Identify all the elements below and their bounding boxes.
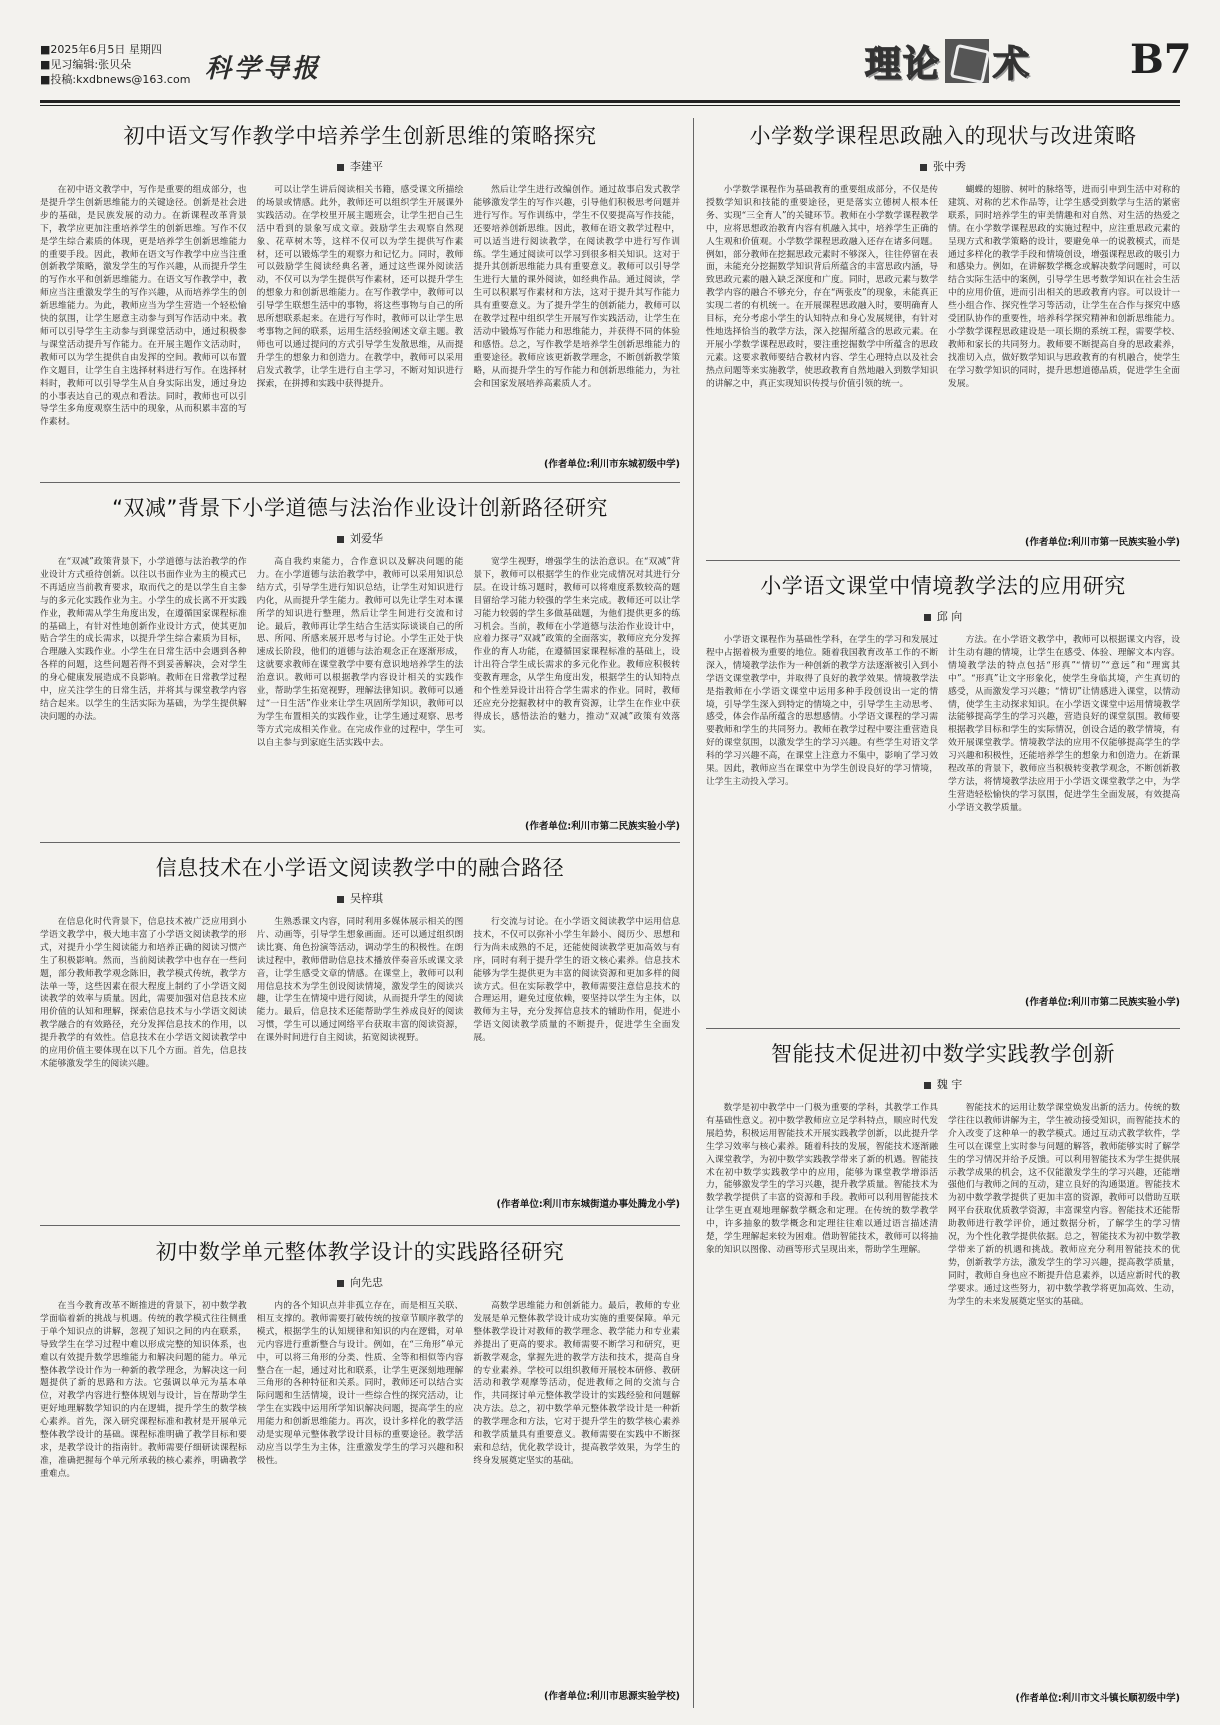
article-column: 数学是初中教学中一门极为重要的学科，其教学工作具有基础性意义。初中数学教师应立足学科特点，顺应时代发展趋势，积极运用智能技术开展实践教学创新，以此提升学生学习效率与核心素养。随着科技的发展，智能技术逐渐融入课堂教学，为初中数学实践教学带来了新的机遇。智能技术在初中数学实践教学中的应用，能够为课堂教学增添活力，能够激发学生的学习兴趣，提升教学质量。智能技术为数学教学提供了丰富的资源和手段。教师可以利用智能技术让学生更直观地理解数学概念和定理。在传统的数学教学中，许多抽象的数学概念和定理往往难以通过语言描述清楚，学生理解起来较为困难。借助智能技术，教师可以将抽象的知识以图像、动画等形式呈现出来，帮助学生理解。: [706, 1103, 938, 1255]
article-affiliation: (作者单位:利川市东城街道办事处腾龙小学): [496, 1199, 680, 1210]
page-number: B7: [1130, 36, 1192, 83]
header-rule-thin: [40, 105, 1180, 106]
article-title: 小学语文课堂中情境教学法的应用研究: [760, 574, 1126, 598]
article-column: 行交流与讨论。在小学语文阅读教学中运用信息技术，不仅可以弥补小学生年龄小、阅历少、思想和行为尚未成熟的不足，还能使阅读教学更加高效与有序，同时有利于提升学生的语文核心素养。信息技术能够为学生提供更为丰富的阅读资源和更加多样的阅读方式。但在实际教学中，教师需要注意信息技术的合理运用，避免过度依赖，要坚持以学生为主体，以教师为主导，充分发挥信息技术的辅助作用，促进小学语文阅读教学质量的不断提升，促进学生全面发展。: [473, 917, 681, 1044]
byline-square-icon: [337, 896, 344, 903]
article-column: 内的各个知识点并非孤立存在，而是相互关联、相互支撑的。教师需要打破传统的按章节顺序教学的模式，根据学生的认知规律和知识的内在逻辑，对单元内容进行重新整合与设计。例如，在“三角形”单元中，可以将三角形的分类、性质、全等和相似等内容整合在一起，通过对比和联系，让学生更深刻地理解三角形的各种特征和关系。同时，教师还可以结合实际问题和生活情境，设计一些综合性的探究活动，让学生在实践中运用所学知识解决问题，提高学生的应用能力和创新思维能力。再次，设计多样化的教学活动是实现单元整体教学设计目标的重要途径。教学活动应当以学生为主体，注重激发学生的学习兴趣和积极性。: [256, 1301, 464, 1466]
article-author: 李建平: [350, 160, 383, 173]
article-math-ideology: [706, 120, 1180, 550]
article-byline: [706, 608, 1180, 624]
page-header: [0, 0, 1220, 122]
article-column: 生熟悉课文内容，同时利用多媒体展示相关的图片、动画等，引导学生想象画面。还可以通过组织朗读比赛、角色扮演等活动，调动学生的积极性。在朗读过程中，教师借助信息技术播放伴奏音乐或课文录音，让学生感受文章的情感。在课堂上，教师可以利用信息技术为学生创设阅读情境，激发学生的阅读兴趣，让学生在情境中进行阅读，从而提升学生的阅读能力。最后，信息技术还能帮助学生养成良好的阅读习惯，学生可以通过网络平台获取丰富的阅读资源，在课外时间进行自主阅读，拓宽阅读视野。: [256, 917, 464, 1044]
article-affiliation: (作者单位:利川市文斗镇长顺初级中学): [1015, 1693, 1180, 1704]
article-column: 智能技术的运用让数学课堂焕发出新的活力。传统的数学往往以教师讲解为主，学生被动接受知识，而智能技术的介入改变了这种单一的教学模式。通过互动式教学软件，学生可以在课堂上实时参与问题的解答，教师能够实时了解学生的学习情况并给予反馈。可以利用智能技术为学生提供展示教学成果的机会，这不仅能激发学生的学习兴趣，还能增强他们与教师之间的互动，建立良好的沟通渠道。智能技术为初中数学教学提供了更加丰富的资源，教师可以借助互联网平台获取优质教学资源，丰富课堂内容。智能技术还能帮助教师进行教学评价，通过数据分析，了解学生的学习情况，为个性化教学提供依据。总之，智能技术为初中数学教学带来了新的机遇和挑战。教师应充分利用智能技术的优势，创新教学方法，激发学生的学习兴趣，提高教学质量，同时，教师自身也应不断提升信息素养，以适应新时代的教学要求。通过这些努力，初中数学教学将更加高效、生动，为学生的未来发展奠定坚实的基础。: [948, 1103, 1180, 1307]
article-situational-teaching: [706, 570, 1180, 1010]
article-body: [706, 1102, 1180, 1688]
article-title: 初中数学单元整体教学设计的实践路径研究: [155, 1240, 565, 1264]
article-byline: [40, 1274, 680, 1290]
byline-square-icon: [924, 614, 931, 621]
article-body: [706, 634, 1180, 994]
article-column: 宽学生视野，增强学生的法治意识。在“双减”背景下，教师可以根据学生的作业完成情况对其进行分层。在设计练习题时，教师可以将难度系数较高的题目留给学习能力较强的学生来完成。教师还可以让学习能力较弱的学生多做基础题，为他们提供更多的练习机会。当前，教师在小学道德与法治作业设计中，应着力探寻“双减”政策的全面落实，教师应充分发挥作业的育人功能，在遵循国家课程标准的基础上，设计出符合学生成长需求的多元化作业。教师应积极转变教育理念，从学生角度出发，根据学生的认知特点和个性差异设计出符合学生需求的作业。同时，教师还应充分挖掘教材中的教育资源，让学生在作业中获得成长，感悟法治的魅力，推动“双减”政策有效落实。: [473, 557, 681, 735]
article-body: [40, 556, 680, 818]
article-affiliation: (作者单位:利川市第一民族实验小学): [1025, 537, 1180, 548]
section-char-2: 论: [903, 43, 942, 85]
section-title: [865, 38, 1031, 84]
date-text: 2025年6月5日 星期四: [50, 43, 162, 56]
article-column: 蝴蝶的翅膀、树叶的脉络等，进而引申到生活中对称的建筑、对称的艺术作品等，让学生感受到数学与生活的紧密联系，同时培养学生的审美情趣和对自然、对生活的热爱之情。在小学数学课程思政的实施过程中，应注重思政元素的呈现方式和教学策略的设计，要避免单一的说教模式，而是通过多样化的教学手段和情境创设，增强课程思政的吸引力和感染力。例如，在讲解数学概念或解决数学问题时，可以结合实际生活中的案例，引导学生思考数学知识在社会生活中的应用价值，进而引出相关的思政教育内容。可以设计一些小组合作、探究性学习等活动，让学生在合作与探究中感受团队协作的重要性，培养科学探究精神和创新思维能力。小学数学课程思政建设是一项长期的系统工程，需要学校、教师和家长的共同努力。教师要不断提高自身的思政素养，找准切入点，做好数学知识与思政教育的有机融合，使学生在学习数学知识的同时，提升思想道德品质，促进学生全面发展。: [948, 185, 1180, 389]
article-title: 信息技术在小学语文阅读教学中的融合路径: [155, 856, 565, 880]
article-body: [40, 916, 680, 1194]
article-author: 邱 向: [936, 610, 963, 623]
section-divider: [706, 1028, 1180, 1029]
article-column: 小学数学课程作为基础教育的重要组成部分，不仅是传授数学知识和技能的重要途径，更是落实立德树人根本任务、实现“三全育人”的关键环节。教师在小学数学课程教学中，应将思想政治教育内容有机融入其中，培养学生正确的人生观和价值观。小学数学课程思政融入还存在诸多问题。例如，部分教师在挖掘思政元素时不够深入，往往停留在表面，未能充分挖掘数学知识背后所蕴含的丰富思政内涵，导致思政元素的融入缺乏深度和广度。同时，思政元素与数学教学内容的融合不够充分，存在“两张皮”的现象，未能真正实现二者的有机统一。在开展课程思政融入时，要明确育人目标，充分考虑小学生的认知特点和身心发展规律，有针对性地选择恰当的教学方法，深入挖掘所蕴含的思政元素。在开展小学数学课程思政时，要注重挖掘数学中所蕴含的思政元素。这要求教师要结合教材内容、学生心理特点以及社会热点问题等来实施教学，使思政教育自然地融入到数学知识的讲解之中，真正实现知识传授与价值引领的统一。: [706, 185, 938, 389]
article-author: 吴梓琪: [350, 892, 383, 905]
article-affiliation: (作者单位:利川市第二民族实验小学): [1025, 997, 1180, 1008]
article-body: [40, 184, 680, 454]
article-byline: [40, 890, 680, 906]
article-column: 方法。在小学语文教学中，教师可以根据课文内容，设计生动有趣的情境，让学生在感受、体验、理解文本内容。情境教学法的特点包括“形真”“情切”“意远”和“理寓其中”。“形真”让文字形象化，使学生身临其境，产生真切的感受，从而激发学习兴趣；“情切”让情感进入课堂，以情动情，使学生主动探求知识。在小学语文课堂中运用情境教学法能够提高学生的学习兴趣，营造良好的课堂氛围。教师要根据教学目标和学生的实际情况，创设合适的教学情境，有效开展课堂教学。情境教学法的应用不仅能够提高学生的学习兴趣和积极性，还能培养学生的想象力和创造力。在新课程改革的背景下，教师应当积极转变教学观念，不断创新教学方法，将情境教学法应用于小学语文课堂教学之中，为学生营造轻松愉快的学习氛围，促进学生全面发展，有效提高小学语文教学质量。: [948, 635, 1180, 813]
article-column: 在信息化时代背景下，信息技术被广泛应用到小学语文教学中，极大地丰富了小学语文阅读教学的形式，对提升小学生阅读能力和培养正确的阅读习惯产生了积极影响。然而，当前阅读教学中也存在一些问题，部分教师教学观念陈旧，教学模式传统，教学方法单一等，这些因素在很大程度上制约了小学语文阅读教学的效率与质量。因此，需要加强对信息技术应用价值的认知和理解，探索信息技术与小学语文阅读教学融合的有效路径，充分发挥信息技术的作用，以提升教学的有效性。信息技术在小学语文阅读教学中的应用价值主要体现在以下几个方面。首先，信息技术能够激发学生的阅读兴趣。: [40, 917, 247, 1069]
editor-line: ■见习编辑:张贝朵: [40, 58, 132, 71]
section-divider: [40, 1225, 680, 1226]
article-unit-design: [40, 1236, 680, 1706]
section-emblem-icon: [945, 39, 989, 83]
article-title: 初中语文写作教学中培养学生创新思维的策略探究: [123, 124, 597, 148]
article-column: 在初中语文教学中，写作是重要的组成部分，也是提升学生创新思维能力的关键途径。创新是社会进步的基础，是民族发展的动力。在新课程改革背景下，教学应更加注重培养学生的创新思维。写作不仅是学生综合素质的体现，更是培养学生创新思维能力的重要手段。因此，教师在语文写作教学中应当注重创新教学策略，激发学生的写作兴趣，从而提升学生的写作水平和创新思维能力。在语文写作教学中，教师应当注重激发学生的写作兴趣，从而培养学生的创新思维能力。为此，教师应当为学生营造一个轻松愉快的氛围，让学生愿意主动参与到写作活动中来。教师可以引导学生主动参与到课堂活动中，通过积极参与课堂活动提升写作能力。在开展主题作文活动时，教师可以为学生提供自由发挥的空间。教师可以布置作文题目，让学生自主选择材料进行写作。在选择材料时，教师可以引导学生从自身实际出发，通过身边的小事表达自己的观点和看法。同时，教师也可以引导学生多角度观察生活中的现象，从而积累丰富的写作素材。: [40, 185, 247, 428]
article-author: 魏 宇: [936, 1078, 963, 1091]
section-char-1: 理: [865, 43, 904, 85]
publication-date: ■2025年6月5日 星期四: [40, 43, 162, 56]
article-smart-tech-math: [706, 1038, 1180, 1706]
article-byline: [40, 530, 680, 546]
article-info-tech-reading: [40, 852, 680, 1212]
article-byline: [40, 158, 680, 174]
article-body: [706, 184, 1180, 534]
article-column: 可以让学生讲后阅读相关书籍，感受课文所描绘的场景或情感。此外，教师还可以组织学生开展课外实践活动。在学校里开展主题班会，让学生把自己生活中看到的景象写成文章。鼓励学生去观察自然现象、花草树木等，这样不仅可以为学生提供写作素材，还可以锻炼学生的观察力和记忆力。同时，教师可以鼓励学生阅读经典名著，通过这些课外阅读活动，不仅可以为学生提供写作素材，还可以提升学生的想象力和创新思维能力。在写作教学中，教师可以引导学生联想生活中的事物，将这些事物与自己的所思所想联系起来。在进行写作时，教师可以让学生思考事物之间的联系，运用生活经验阐述文章主题。教师也可以通过提问的方式引导学生发散思维，从而提升学生的想象力和创造力。在教学中，教师可以采用启发式教学，让学生进行自主学习，不断对知识进行探索，在拼搏和实践中获得提升。: [256, 185, 464, 389]
article-affiliation: (作者单位:利川市东城初级中学): [544, 459, 680, 470]
section-divider: [40, 842, 680, 843]
byline-square-icon: [337, 164, 344, 171]
article-writing-innovation: [40, 120, 680, 470]
article-affiliation: (作者单位:利川市思源实验学校): [544, 1691, 680, 1702]
article-body: [40, 1300, 680, 1688]
article-author: 张中秀: [933, 160, 966, 173]
article-affiliation: (作者单位:利川市第二民族实验小学): [525, 821, 680, 832]
article-column: 然后让学生进行改编创作。通过故事启发式教学能够激发学生的写作兴趣，引导他们积极思考问题并进行写作。写作训练中，学生不仅要提高写作技能，还要培养创新思维。因此，教师在语文教学过程中，可以适当进行阅读教学，在阅读教学中进行写作训练。学生通过阅读可以学习到很多相关知识。这对于提升其创新思维能力具有重要意义。教师可以引导学生进行大量的课外阅读，如经典作品。通过阅读，学生可以积累写作素材和方法，这对于提升其写作能力具有重要意义。为了提升学生的创新能力，教师可以在教学过程中组织学生开展写作实践活动，让学生在活动中锻炼写作能力和思维能力，并获得不同的体验和感悟。总之，写作教学是培养学生创新思维能力的重要途径。教师应该更新教学理念，不断创新教学策略，从而提升学生的写作能力和创新思维能力，为社会和国家发展培养高素质人才。: [473, 185, 681, 389]
byline-square-icon: [920, 164, 927, 171]
article-column: 高数学思维能力和创新能力。最后，教师的专业发展是单元整体教学设计成功实施的重要保障。单元整体教学设计对教师的教学理念、教学能力和专业素养提出了更高的要求。教师需要不断学习和研究，更新教学观念，掌握先进的教学方法和技术，提高自身的专业素养。学校可以组织教师开展校本研修、教研活动和教学观摩等活动，促进教师之间的交流与合作，共同探讨单元整体教学设计的实践经验和问题解决方法。总之，初中数学单元整体教学设计是一种新的教学理念和方法，它对于提升学生的数学核心素养和教学质量具有重要意义。教师需要在实践中不断探索和总结，优化教学设计，提高教学效果，为学生的终身发展奠定坚实的基础。: [473, 1301, 681, 1466]
article-title: 小学数学课程思政融入的现状与改进策略: [749, 124, 1137, 148]
article-author: 刘爱华: [350, 532, 383, 545]
byline-square-icon: [337, 1280, 344, 1287]
section-divider: [40, 482, 680, 483]
article-title: 智能技术促进初中数学实践教学创新: [771, 1042, 1115, 1066]
email-text: 投稿:kxdbnews@163.com: [50, 73, 191, 86]
section-char-4: 术: [993, 43, 1032, 85]
article-byline: [706, 158, 1180, 174]
header-rule: [40, 100, 1180, 103]
paper-logo: 科学导报: [205, 54, 322, 84]
column-divider: [693, 118, 694, 1708]
byline-square-icon: [924, 1082, 931, 1089]
article-double-reduction: [40, 492, 680, 832]
article-byline: [706, 1076, 1180, 1092]
article-column: 在“双减”政策背景下，小学道德与法治教学的作业设计方式亟待创新。以往以书面作业为主的模式已不再适应当前教育要求，取而代之的是以学生自主参与的多元化实践作业为主。小学生的成长离不开实践作业，教师需从学生角度出发，在遵循国家课程标准的基础上，有针对性地创新作业设计方式，使其更加贴合学生的成长需求，以提升学生综合素质为目标，合理融入实践作业。小学生在日常生活中会遇到各种各样的问题，这些问题若得不到妥善解决，会对学生的身心健康发展造成不良影响。教师在日常教学过程中，应关注学生的日常生活，并将其与课堂教学内容结合起来。以学生的生活实际为基础，为学生提供解决问题的办法。: [40, 557, 247, 722]
email-line: ■投稿:kxdbnews@163.com: [40, 73, 191, 86]
editor-text: 见习编辑:张贝朵: [50, 58, 132, 71]
byline-square-icon: [337, 536, 344, 543]
article-column: 在当今教育改革不断推进的背景下，初中数学教学面临着新的挑战与机遇。传统的教学模式往往侧重于单个知识点的讲解，忽视了知识之间的内在联系，导致学生在学习过程中难以形成完整的知识体系，也难以有效提升数学思维能力和解决问题的能力。单元整体教学设计作为一种新的教学理念，为解决这一问题提供了新的思路和方法。它强调以单元为基本单位，对教学内容进行整体规划与设计，旨在帮助学生更好地理解数学知识的内在逻辑，提升学生的数学核心素养。首先，深入研究课程标准和教材是开展单元整体教学设计的基础。课程标准明确了教学目标和要求，是教学设计的指南针。教师需要仔细研读课程标准，准确把握每个单元所承载的核心素养，明确教学重难点。: [40, 1301, 247, 1479]
article-column: 高自我约束能力，合作意识以及解决问题的能力。在小学道德与法治教学中，教师可以采用知识总结方式，引导学生进行知识总结，让学生对知识进行内化，从而提升学生能力。教师可以先让学生对本课所学的知识进行整理，然后让学生间进行交流和讨论。最后，教师再让学生结合生活实际谈谈自己的所思、所闻、所感来展开思考与讨论。小学生正处于快速成长阶段，他们的道德与法治观念正在逐渐形成，这就要求教师在课堂教学中要有意识地培养学生的法治意识。教师可以根据教学内容设计相关的实践作业，帮助学生拓宽视野，理解法律知识。教师可以通过“一日生活”作业来让学生巩固所学知识，教师可以为学生布置相关的实践作业，让学生通过观察、思考等方式完成相关作业。在完成作业的过程中，学生可以自主参与到家庭生活实践中去。: [256, 557, 464, 748]
header-meta: [40, 42, 190, 87]
article-title: “双减”背景下小学道德与法治作业设计创新路径研究: [112, 496, 608, 520]
section-divider: [706, 560, 1180, 561]
article-column: 小学语文课程作为基础性学科，在学生的学习和发展过程中占据着极为重要的地位。随着我国教育改革工作的不断深入，情境教学法作为一种创新的教学方法逐渐被引入到小学语文课堂教学中，并取得了良好的教学效果。情境教学法是指教师在小学语文课堂中运用多种手段创设出一定的情境，引导学生深入到特定的情境之中，引导学生主动思考、感受，体会作品所蕴含的思想感情。小学语文课程的学习需要教师和学生的共同努力。教师在教学过程中要注重营造良好的课堂氛围，以激发学生的学习兴趣。有些学生对语文学科的学习兴趣不高，在课堂上注意力不集中，影响了学习效果。因此，教师应当在课堂中为学生创设良好的学习情境，让学生主动投入学习。: [706, 635, 938, 787]
article-author: 向先忠: [350, 1276, 383, 1289]
